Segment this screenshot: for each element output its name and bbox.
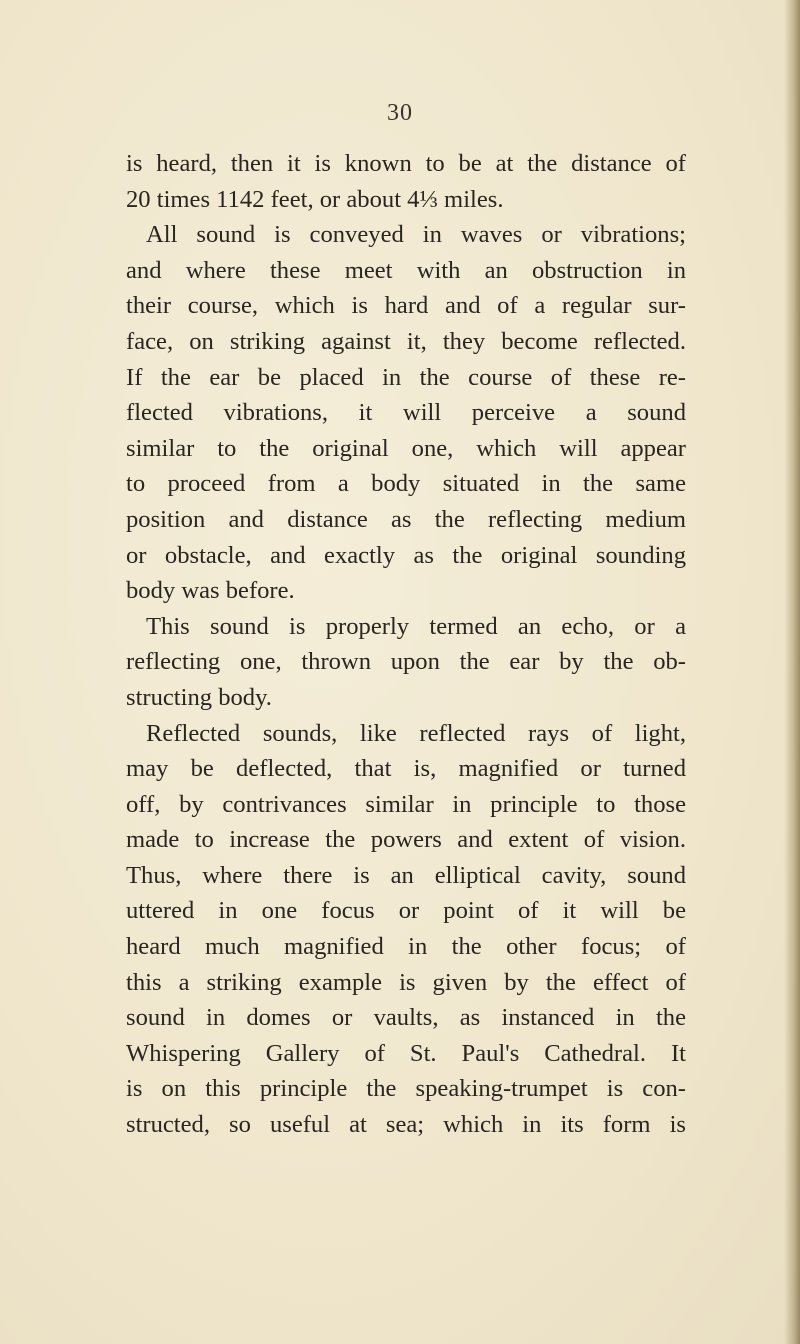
text-line: their course, which is hard and of a regular sur- bbox=[126, 292, 686, 320]
text-line: made to increase the powers and extent of vision. bbox=[126, 826, 686, 854]
text-line: may be deflected, that is, magnified or turned bbox=[126, 755, 686, 783]
text-line: off, by contrivances similar in principle to those bbox=[126, 790, 686, 818]
page-number: 30 bbox=[387, 100, 413, 126]
text-line: structed, so useful at sea; which in its form is bbox=[126, 1111, 686, 1139]
text-line: This sound is properly termed an echo, or a bbox=[146, 612, 686, 640]
page-edge-shadow bbox=[784, 0, 800, 1344]
text-line: is on this principle the speaking-trumpet is con- bbox=[126, 1075, 686, 1103]
text-line: structing body. bbox=[126, 683, 272, 711]
text-line: similar to the original one, which will appear bbox=[126, 434, 686, 462]
text-line: is heard, then it is known to be at the distance of bbox=[126, 150, 686, 177]
text-line: sound in domes or vaults, as instanced in the bbox=[126, 1004, 686, 1032]
text-line: face, on striking against it, they become reflected. bbox=[126, 327, 686, 355]
text-line: and where these meet with an obstruction in bbox=[126, 256, 686, 284]
text-line: body was before. bbox=[126, 577, 295, 605]
text-line: Thus, where there is an elliptical cavity, sound bbox=[126, 861, 686, 889]
text-line: or obstacle, and exactly as the original sounding bbox=[126, 541, 686, 569]
text-line: Whispering Gallery of St. Paul's Cathedral. It bbox=[126, 1039, 686, 1067]
text-line: flected vibrations, it will perceive a sound bbox=[126, 399, 686, 427]
text-line: position and distance as the reflecting medium bbox=[126, 505, 686, 533]
text-line: 20 times 1142 feet, or about 4⅓ miles. bbox=[126, 185, 504, 213]
text-line: this a striking example is given by the effect of bbox=[126, 968, 686, 996]
text-line: If the ear be placed in the course of these re- bbox=[126, 363, 686, 391]
text-line: uttered in one focus or point of it will be bbox=[126, 897, 686, 925]
text-line: All sound is conveyed in waves or vibrations; bbox=[146, 221, 686, 249]
text-line: heard much magnified in the other focus; of bbox=[126, 933, 686, 961]
text-line: Reflected sounds, like reflected rays of light, bbox=[146, 719, 686, 747]
body-text bbox=[126, 146, 686, 1143]
text-line: reflecting one, thrown upon the ear by the ob- bbox=[126, 648, 686, 676]
text-line: to proceed from a body situated in the same bbox=[126, 470, 686, 498]
